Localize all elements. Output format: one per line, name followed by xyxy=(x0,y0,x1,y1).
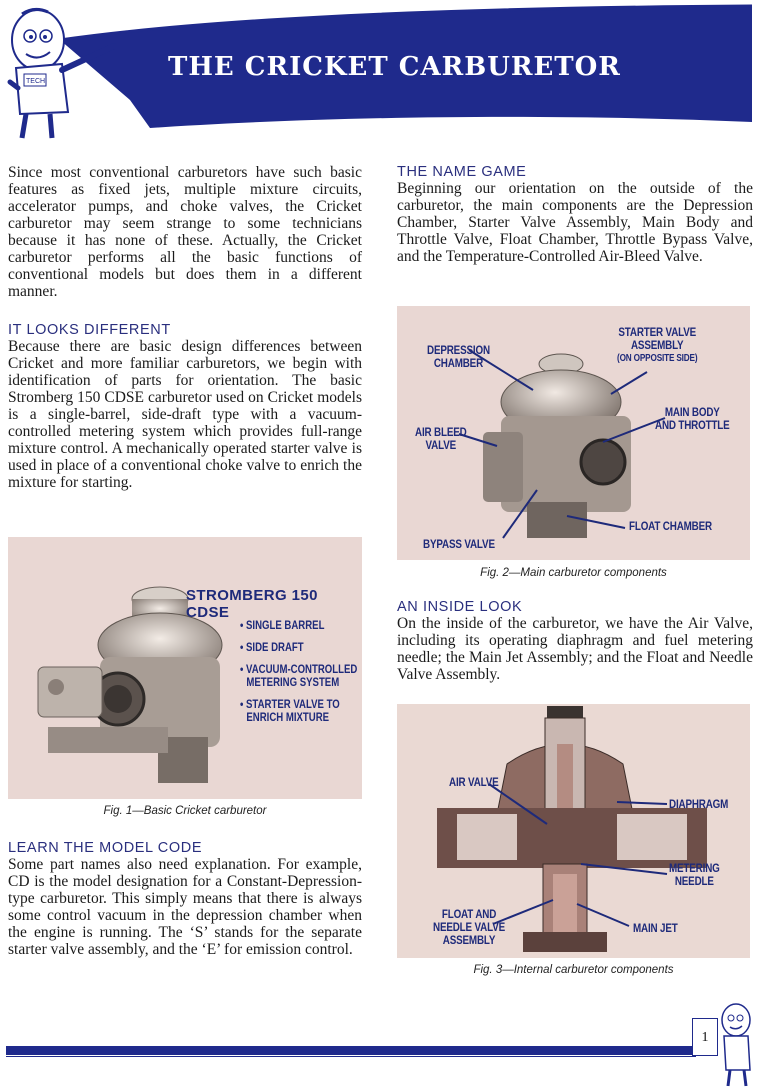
page-title: THE CRICKET CARBURETOR xyxy=(168,52,621,82)
section-paragraph: Because there are basic design differences between Cricket and more familiar carburetors, we begin with identification of parts for orientation. The basic Stromberg 150 CDSE carburetor used on Cricket models is a single-barrel, side-draft type with a vacuum-controlled metering system which provides full-range mixture control. A mechanically operated starter valve is used in place of a conventional choke valve to enrich the mixture for starting. xyxy=(8,338,362,491)
figure-2-caption: Fig. 2—Main carburetor components xyxy=(480,567,667,579)
label-diaphragm: DIAPHRAGM xyxy=(669,797,729,811)
bullet-item: • SIDE DRAFT xyxy=(240,640,304,654)
label-float-chamber: FLOAT CHAMBER xyxy=(629,519,712,533)
figure-3-caption: Fig. 3—Internal carburetor components xyxy=(473,964,674,976)
section-it-looks-different xyxy=(8,322,362,491)
label-metering-needle: METERING NEEDLE xyxy=(669,861,720,888)
section-heading: THE NAME GAME xyxy=(397,164,527,180)
figure-1-title: STROMBERG 150 CDSE xyxy=(186,587,318,621)
label-main-body: MAIN BODY AND THROTTLE xyxy=(655,405,730,432)
page-number: 1 xyxy=(692,1018,718,1056)
label-starter-valve: STARTER VALVE ASSEMBLY (ON OPPOSITE SIDE) xyxy=(617,325,698,364)
footer-rule xyxy=(6,1046,696,1055)
label-air-valve: AIR VALVE xyxy=(449,775,499,789)
bullet-item: ENRICH MIXTURE xyxy=(246,710,330,724)
footer-rule-thin xyxy=(6,1056,696,1057)
section-paragraph: On the inside of the carburetor, we have the Air Valve, including its operating diaphragm and fuel metering needle; the Main Jet Assembly; and the Float and Needle Valve Assembly. xyxy=(397,615,753,683)
section-heading: AN INSIDE LOOK xyxy=(397,599,523,615)
bullet-item: • STARTER VALVE TO xyxy=(240,697,340,711)
mascot-badge-text: TECH xyxy=(26,78,46,85)
section-heading: LEARN THE MODEL CODE xyxy=(8,840,203,856)
mascot-icon xyxy=(4,2,124,142)
mascot-small-icon xyxy=(700,1000,758,1088)
section-paragraph: Beginning our orientation on the outside of the carburetor, the main components are the Depression Chamber, Starter Valve Assembly, Main Body and Throttle Valve, Float Chamber, Throttle Bypass Valve, and the Temperature-Controlled Air-Bleed Valve. xyxy=(397,180,753,265)
label-depression-chamber: DEPRESSION CHAMBER xyxy=(427,343,490,370)
bullet-item: • VACUUM-CONTROLLED xyxy=(240,662,358,676)
label-air-bleed-valve: AIR BLEED VALVE xyxy=(415,425,467,452)
figure-2-photo xyxy=(397,306,750,560)
label-main-jet: MAIN JET xyxy=(633,921,678,935)
figure-1-photo xyxy=(8,537,362,799)
left-intro-block xyxy=(8,164,362,300)
label-bypass-valve: BYPASS VALVE xyxy=(423,537,495,551)
section-the-name-game xyxy=(397,164,753,265)
figure-1-caption: Fig. 1—Basic Cricket carburetor xyxy=(103,805,267,817)
bullet-item: • SINGLE BARREL xyxy=(240,618,325,632)
label-float-needle-valve: FLOAT AND NEEDLE VALVE ASSEMBLY xyxy=(433,907,506,947)
figure-3-cutaway xyxy=(397,704,750,958)
section-paragraph: Some part names also need explanation. For example, CD is the model designation for a Constant-Depression-type carburetor. This simply means that there is always some control vacuum in the depression chamber when the engine is running. The ‘S’ stands for the separate starter valve assembly, and the ‘E’ for emission control. xyxy=(8,856,362,958)
section-heading: IT LOOKS DIFFERENT xyxy=(8,322,171,338)
section-an-inside-look xyxy=(397,599,753,683)
figure-1-bullets xyxy=(240,619,362,733)
bullet-item: METERING SYSTEM xyxy=(246,675,340,689)
intro-paragraph: Since most conventional carburetors have such basic features as fixed jets, multiple mixture circuits, accelerator pumps, and choke valves, the Cricket carburetor may seem strange to some technicians because it has none of these. Actually, the Cricket carburetor performs all the basic functions of conventional models but does them in a different manner. xyxy=(8,164,362,300)
section-learn-the-model-code xyxy=(8,840,362,958)
